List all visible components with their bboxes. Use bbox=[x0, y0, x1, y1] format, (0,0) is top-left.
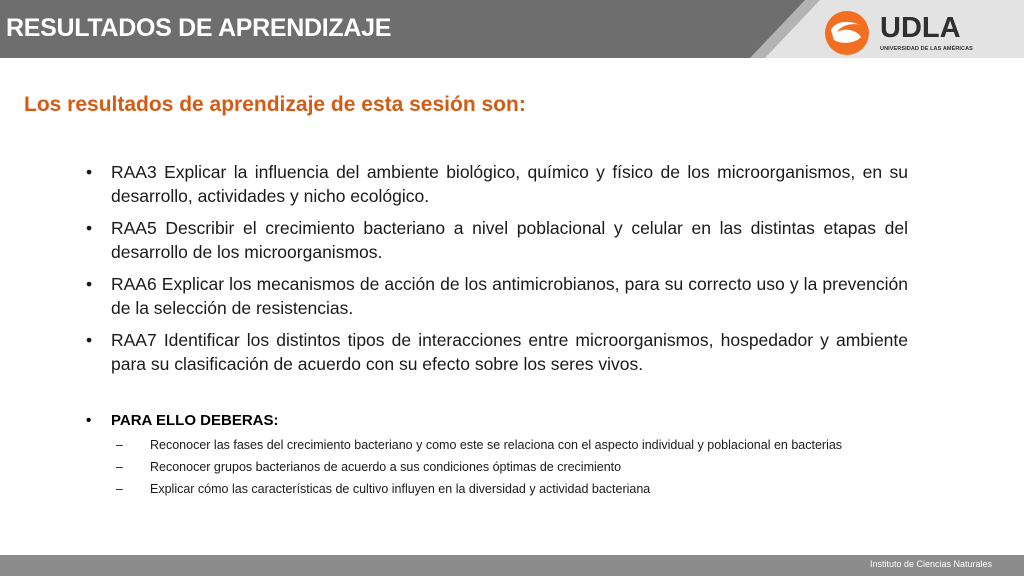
tasks-heading bbox=[86, 410, 916, 432]
dash-icon: – bbox=[116, 460, 123, 474]
learning-outcomes-list bbox=[86, 160, 908, 384]
bullet-icon: • bbox=[86, 218, 93, 238]
outcome-text: RAA5 Describir el crecimiento bacteriano a nivel poblacional y celular en las distintas etapas del desarrollo de los microorganismos. bbox=[111, 218, 908, 262]
header-banner bbox=[0, 0, 1024, 58]
tasks-heading-text: PARA ELLO DEBERAS: bbox=[111, 412, 279, 429]
footer-bar bbox=[0, 555, 1024, 576]
list-item bbox=[86, 216, 908, 264]
tasks-section bbox=[86, 410, 916, 500]
udla-logo bbox=[822, 10, 982, 58]
logo-subtitle: UNIVERSIDAD DE LAS AMÉRICAS bbox=[880, 46, 973, 52]
task-text: Explicar cómo las características de cultivo influyen en la diversidad y actividad bacteriana bbox=[150, 482, 651, 496]
list-item bbox=[86, 328, 908, 376]
bullet-icon: • bbox=[86, 274, 93, 294]
bullet-icon: • bbox=[86, 412, 92, 429]
footer-institute: Instituto de Ciencias Naturales bbox=[869, 559, 992, 569]
list-item bbox=[86, 456, 916, 478]
list-item bbox=[86, 434, 916, 456]
outcome-text: RAA7 Identificar los distintos tipos de interacciones entre microorganismos, hospedador y ambiente para su clasificación de acuerdo con su efecto sobre los seres vivos. bbox=[111, 330, 908, 374]
list-item bbox=[86, 272, 908, 320]
dash-icon: – bbox=[116, 482, 123, 496]
dash-icon: – bbox=[116, 438, 123, 452]
list-item bbox=[86, 478, 916, 500]
bullet-icon: • bbox=[86, 162, 93, 182]
task-text: Reconocer grupos bacterianos de acuerdo a sus condiciones óptimas de crecimiento bbox=[150, 460, 622, 474]
task-text: Reconocer las fases del crecimiento bacteriano y como este se relaciona con el aspecto individual y poblacional en bacterias bbox=[150, 438, 843, 452]
outcome-text: RAA6 Explicar los mecanismos de acción de los antimicrobianos, para su correcto uso y la prevención de la selección de resistencias. bbox=[111, 274, 908, 318]
logo-wordmark: UDLA bbox=[880, 12, 961, 44]
slide-title: RESULTADOS DE APRENDIZAJE bbox=[6, 14, 392, 42]
tasks-list bbox=[86, 434, 916, 500]
list-item bbox=[86, 160, 908, 208]
outcome-text: RAA3 Explicar la influencia del ambiente biológico, químico y físico de los microorganismos, en su desarrollo, actividades y nicho ecológico. bbox=[111, 162, 908, 206]
udla-logo-icon bbox=[822, 10, 874, 56]
bullet-icon: • bbox=[86, 330, 93, 350]
section-subtitle: Los resultados de aprendizaje de esta sesión son: bbox=[24, 93, 526, 116]
